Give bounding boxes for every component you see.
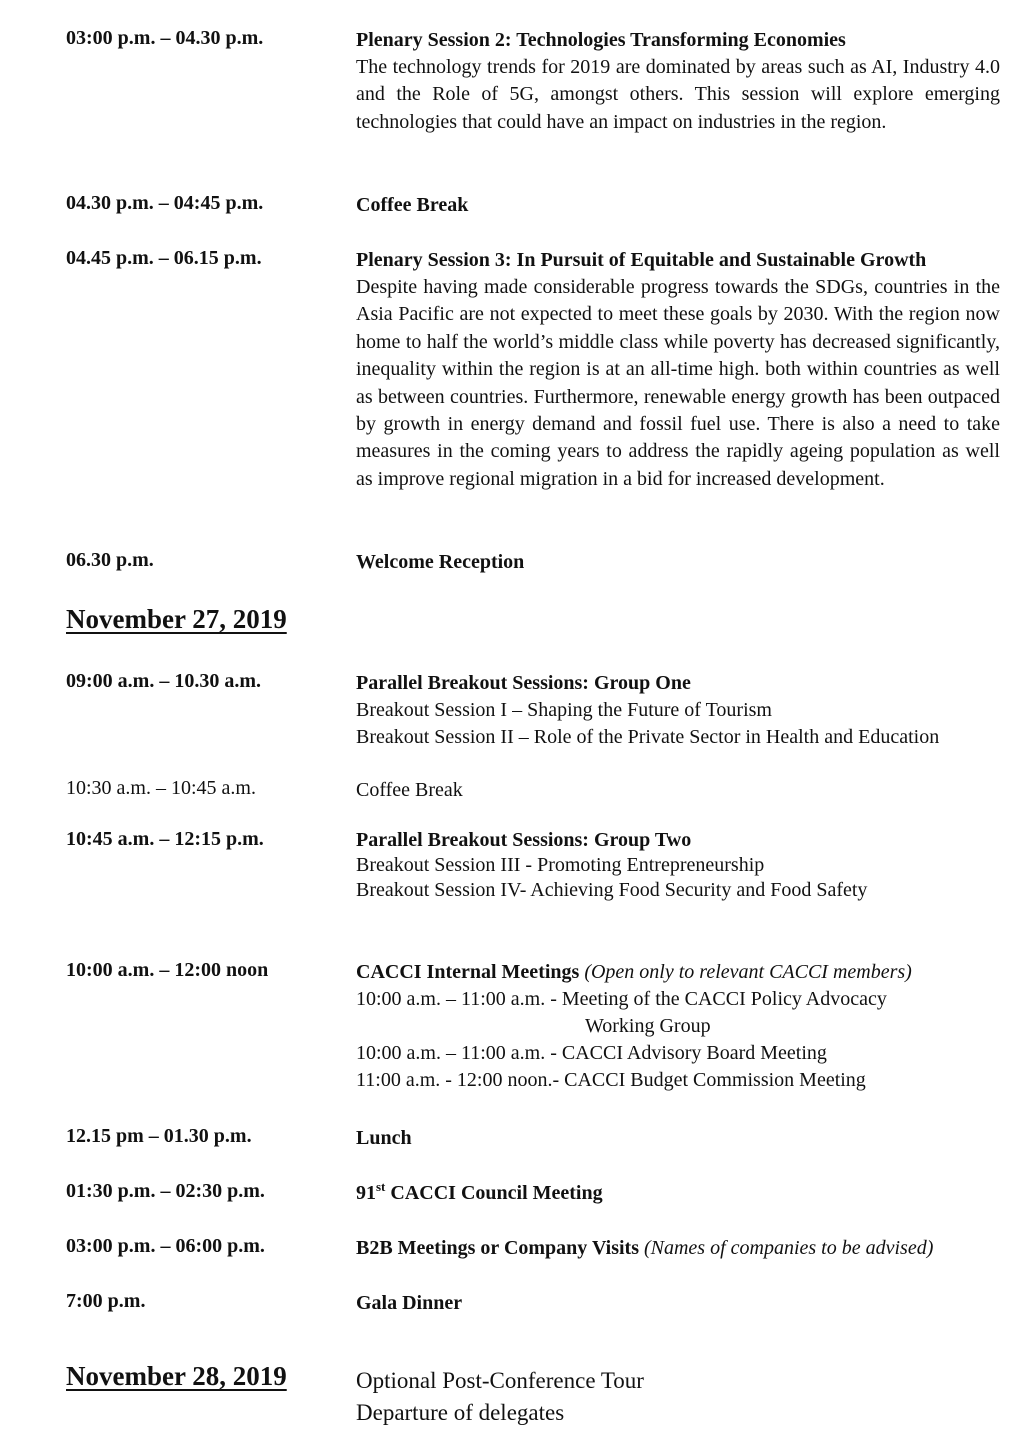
breakout-group-two-title: Parallel Breakout Sessions: Group Two xyxy=(356,829,692,851)
b2b-meetings xyxy=(356,1235,933,1262)
coffee-break-1: Coffee Break xyxy=(356,194,469,216)
meeting-policy-advocacy-cont: Working Group xyxy=(585,1015,711,1037)
internal-meetings xyxy=(356,959,912,1094)
time-breakout-group-two: 10:45 a.m. – 12:15 p.m. xyxy=(66,828,264,850)
time-gala-dinner: 7:00 p.m. xyxy=(66,1290,146,1312)
plenary-3-item xyxy=(356,247,1000,493)
breakout-group-two xyxy=(356,828,867,903)
breakout-session-4: Breakout Session IV- Achieving Food Security and Food Safety xyxy=(356,879,868,901)
meeting-policy-advocacy: 10:00 a.m. – 11:00 a.m. - Meeting of the CACCI Policy Advocacy xyxy=(356,988,887,1010)
meeting-budget-commission: 11:00 a.m. - 12:00 noon.- CACCI Budget Commission Meeting xyxy=(356,1069,866,1091)
post-conference-tour: Optional Post-Conference Tour xyxy=(356,1368,644,1393)
gala-dinner: Gala Dinner xyxy=(356,1292,463,1314)
time-plenary-2: 03:00 p.m. – 04.30 p.m. xyxy=(66,27,264,49)
time-welcome-reception: 06.30 p.m. xyxy=(66,549,154,571)
post-conference xyxy=(356,1365,644,1429)
council-meeting-title: CACCI Council Meeting xyxy=(385,1182,603,1204)
time-coffee-break-2: 10:30 a.m. – 10:45 a.m. xyxy=(66,777,256,799)
b2b-meetings-title: B2B Meetings or Company Visits xyxy=(356,1237,639,1259)
coffee-break-2: Coffee Break xyxy=(356,779,463,801)
date-heading-nov-27: November 27, 2019 xyxy=(66,604,287,634)
plenary-2-title: Plenary Session 2: Technologies Transforming Economies xyxy=(356,29,846,51)
lunch: Lunch xyxy=(356,1127,412,1149)
meeting-advisory-board: 10:00 a.m. – 11:00 a.m. - CACCI Advisory Board Meeting xyxy=(356,1042,827,1064)
plenary-2-item xyxy=(356,27,1000,136)
breakout-session-2: Breakout Session II – Role of the Private Sector in Health and Education xyxy=(356,726,940,748)
council-meeting xyxy=(356,1180,603,1207)
breakout-group-one-title: Parallel Breakout Sessions: Group One xyxy=(356,672,691,694)
time-internal-meetings: 10:00 a.m. – 12:00 noon xyxy=(66,959,269,981)
time-lunch: 12.15 pm – 01.30 p.m. xyxy=(66,1125,252,1147)
time-breakout-group-one: 09:00 a.m. – 10.30 a.m. xyxy=(66,670,261,692)
date-heading-nov-28: November 28, 2019 xyxy=(66,1361,287,1391)
time-b2b-meetings: 03:00 p.m. – 06:00 p.m. xyxy=(66,1235,265,1257)
breakout-session-1: Breakout Session I – Shaping the Future of Tourism xyxy=(356,699,772,721)
plenary-3-desc: Despite having made considerable progress towards the SDGs, countries in the Asia Pacific are not expected to meet these goals by 2030. With the region now home to half the world’s middle class while poverty has decreased significantly, inequality within the region is at an all-time high. both within countries as well as between countries. Furthermore, renewable energy growth has been outpaced by growth in energy demand and fossil fuel use. There is also a need to take measures in the coming years to address the rapidly ageing population as well as improve regional migration in a bid for increased development. xyxy=(356,276,1000,490)
time-coffee-break-1: 04.30 p.m. – 04:45 p.m. xyxy=(66,192,264,214)
time-council-meeting: 01:30 p.m. – 02:30 p.m. xyxy=(66,1180,265,1202)
plenary-2-desc: The technology trends for 2019 are dominated by areas such as AI, Industry 4.0 and the Role of 5G, amongst others. This session will explore emerging technologies that could have an impact on industries in the region. xyxy=(356,56,1000,133)
breakout-group-one xyxy=(356,670,939,751)
internal-meetings-note: (Open only to relevant CACCI members) xyxy=(584,961,912,983)
plenary-3-title: Plenary Session 3: In Pursuit of Equitable and Sustainable Growth xyxy=(356,249,927,271)
departure-of-delegates: Departure of delegates xyxy=(356,1400,565,1425)
internal-meetings-title: CACCI Internal Meetings xyxy=(356,961,580,983)
breakout-session-3: Breakout Session III - Promoting Entrepreneurship xyxy=(356,854,765,876)
time-plenary-3: 04.45 p.m. – 06.15 p.m. xyxy=(66,247,262,269)
council-ordinal: st xyxy=(376,1179,386,1194)
b2b-meetings-note: (Names of companies to be advised) xyxy=(643,1237,934,1259)
welcome-reception: Welcome Reception xyxy=(356,551,525,573)
council-number: 91 xyxy=(356,1182,376,1204)
